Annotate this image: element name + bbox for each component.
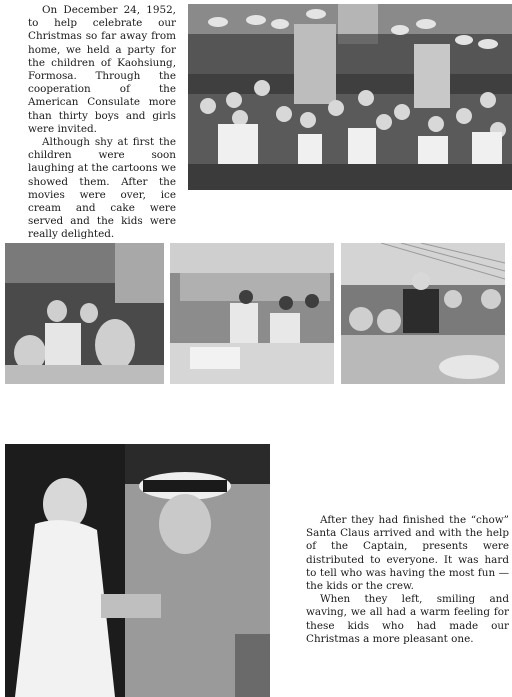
intro-text <box>28 4 176 242</box>
photo-captain-giving-present <box>5 444 270 697</box>
closing-text <box>306 514 509 646</box>
closing-paragraph-1: After they had finished the “chow” Santa Claus arrived and with the help of the Captain, presents were distributed to everyone. It was hard to tell who was having the most fun — the kids or the crew. <box>306 514 509 593</box>
intro-paragraph-2: Although shy at first the children were soon laughing at the cartoons we showed them. After the movies were over, ice cream and cake were served and the kids were really delighted. <box>28 136 176 241</box>
photo-officer-with-children-at-table <box>341 243 505 384</box>
closing-paragraph-2: When they left, smiling and waving, we all had a warm feeling for these kids who had made our Christmas a more pleasant one. <box>306 593 509 645</box>
group-photo-sailors-and-children <box>188 4 512 190</box>
photo-children-watching-cartoons <box>5 243 164 384</box>
photo-ice-cream-served <box>170 243 334 384</box>
intro-paragraph-1: On December 24, 1952, to help celebrate our Christmas so far away from home, we held a party for the children of Kaohsiung, Formosa. Through the cooperation of the American Consulate more than thirty boys and girls were invited. <box>28 4 176 135</box>
